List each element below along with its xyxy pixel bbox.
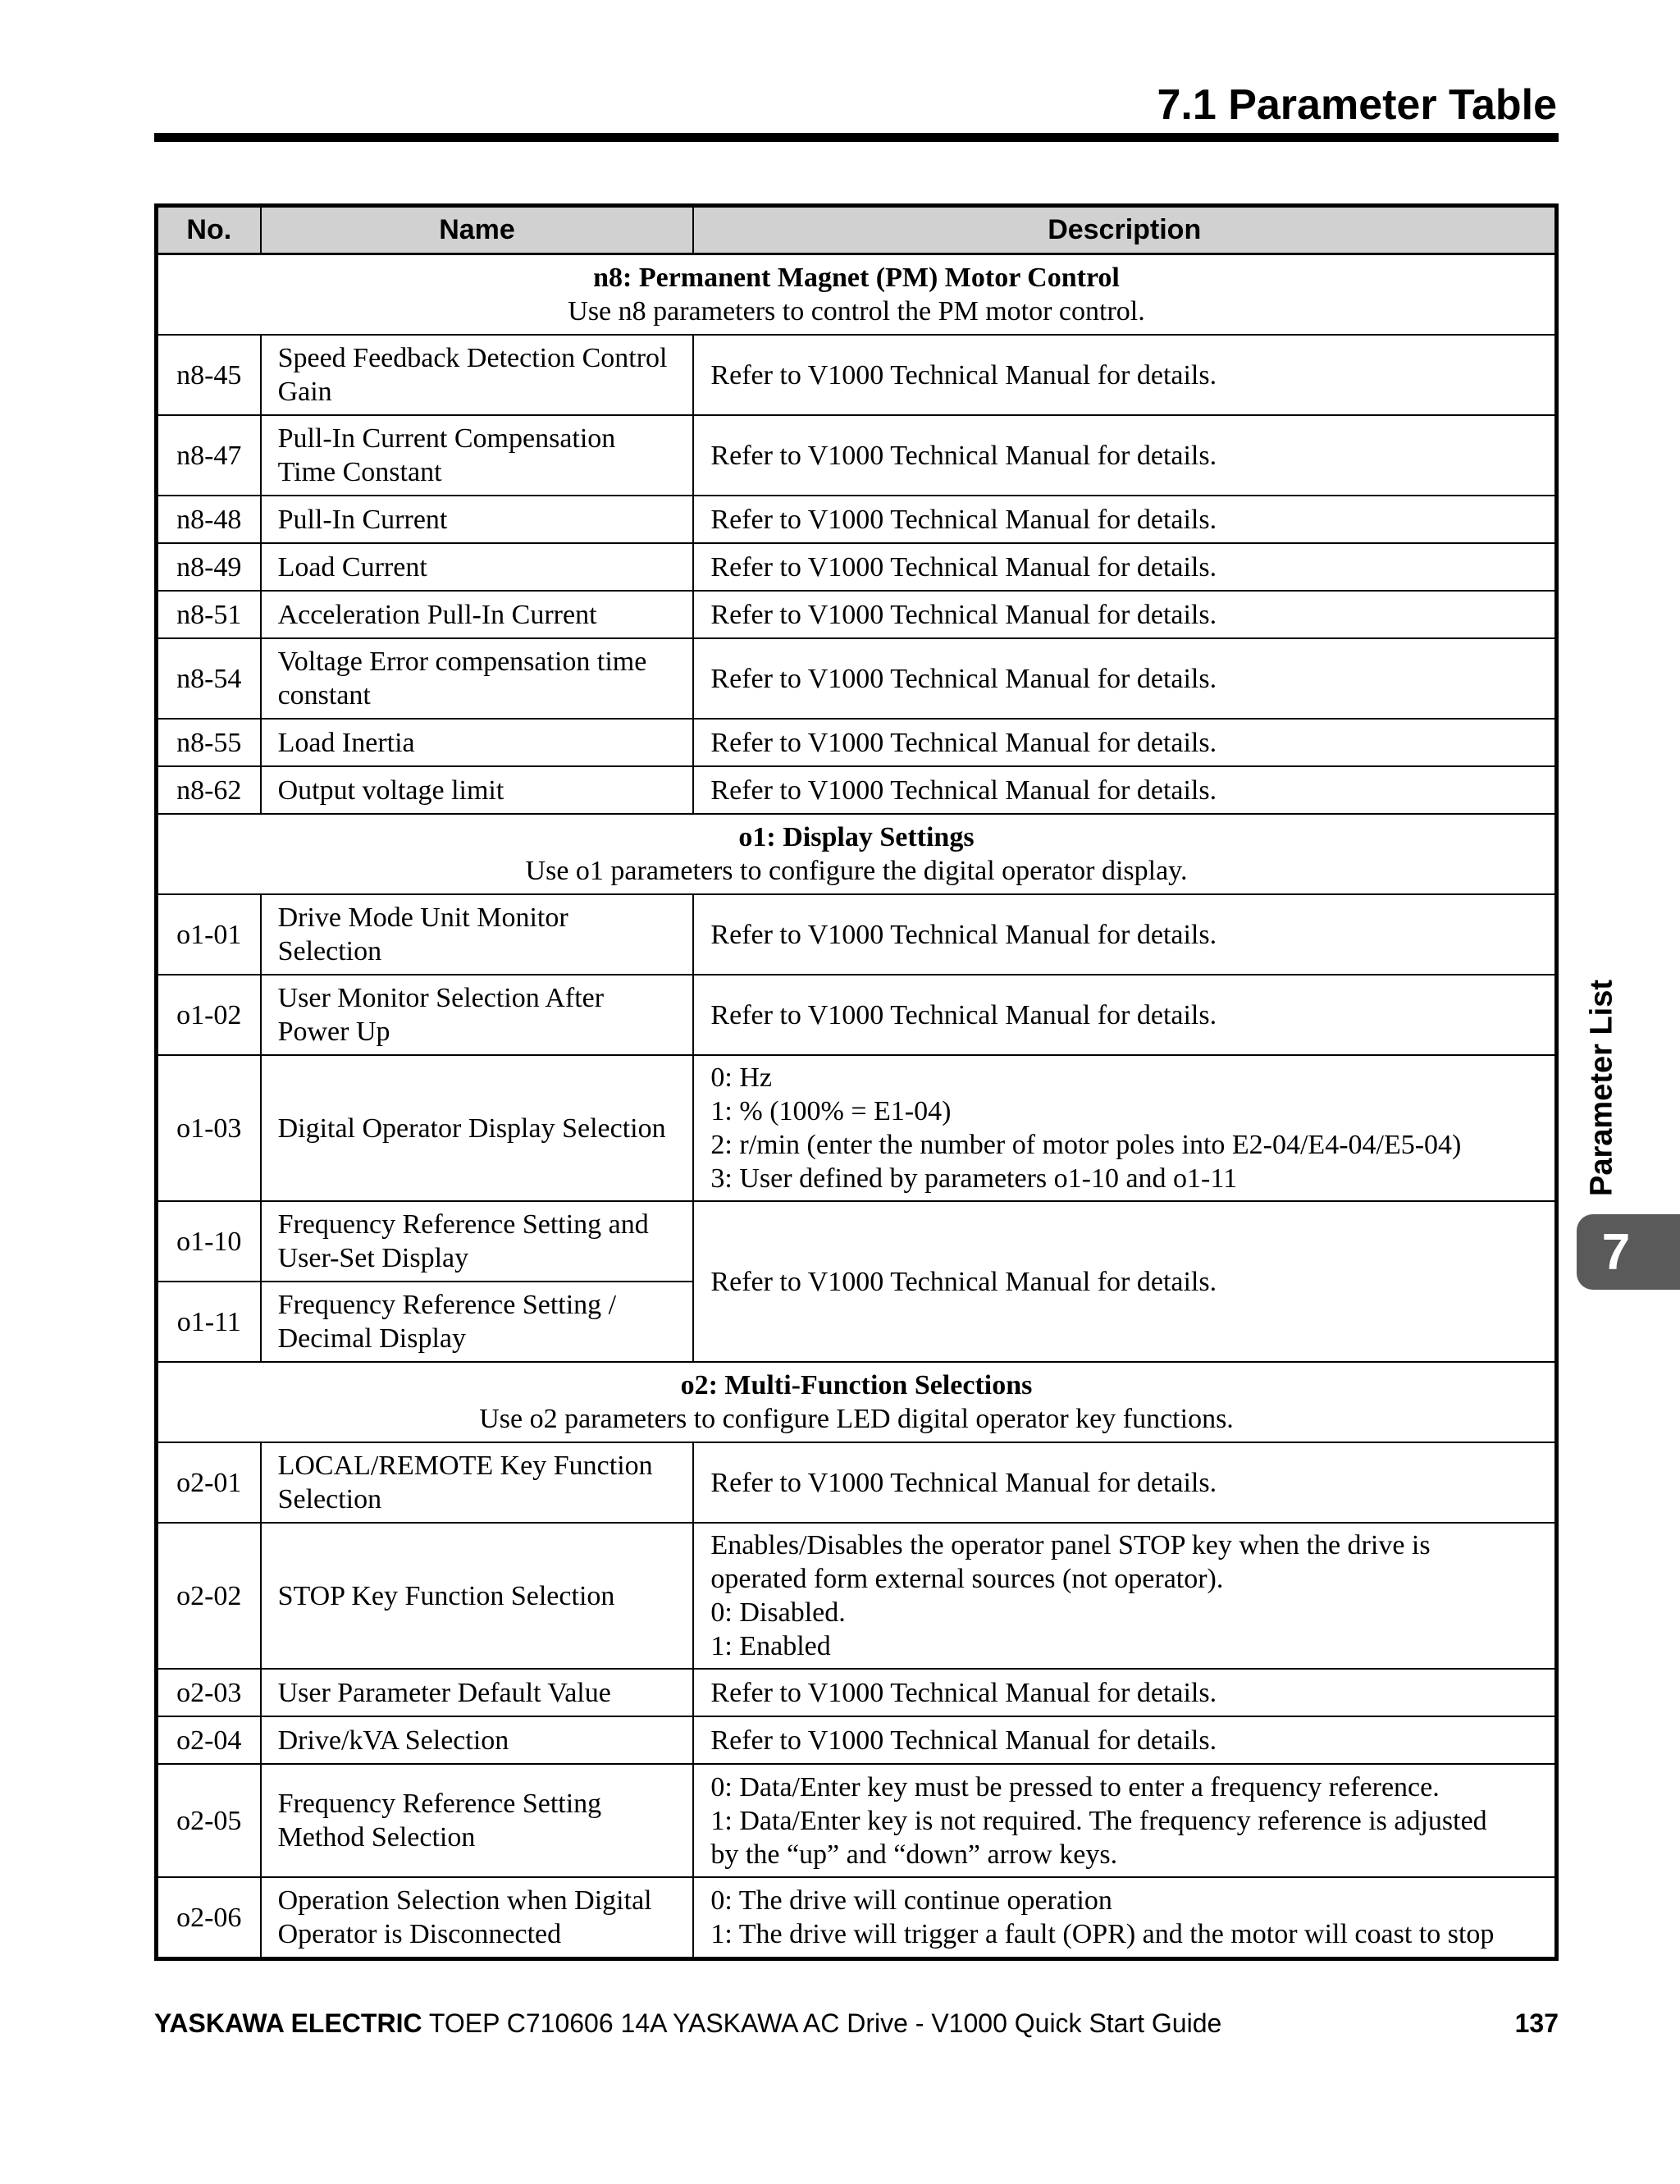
chapter-tab [1577, 1214, 1680, 1290]
footer-doc-title: TOEP C710606 14A YASKAWA AC Drive - V1000 Quick Start Guide [422, 2008, 1222, 2038]
section-text: Use n8 parameters to control the PM motor control. [568, 296, 1145, 327]
section-title: n8: Permanent Magnet (PM) Motor Control [593, 263, 1120, 293]
param-no: n8-45 [157, 335, 261, 415]
param-no: o2-03 [157, 1669, 261, 1716]
section-row-o1 [157, 814, 1557, 894]
column-header-description: Description [693, 206, 1556, 254]
param-no: n8-62 [157, 766, 261, 814]
page-header [154, 75, 1559, 142]
section-title: o1: Display Settings [738, 822, 975, 852]
param-no: o1-11 [157, 1282, 261, 1362]
footer-text [154, 2008, 1221, 2039]
param-no: o1-02 [157, 975, 261, 1055]
param-no: n8-47 [157, 415, 261, 496]
param-description: Refer to V1000 Technical Manual for details. [693, 1201, 1556, 1362]
table-row [157, 1523, 1557, 1669]
table-header-row [157, 206, 1557, 254]
param-name: Drive Mode Unit Monitor Selection [261, 894, 694, 975]
param-name: Frequency Reference Setting Method Selection [261, 1764, 694, 1877]
table-row [157, 1716, 1557, 1764]
table-row [157, 894, 1557, 975]
param-no: n8-49 [157, 543, 261, 591]
page-title: 7.1 Parameter Table [1157, 81, 1557, 129]
param-name: Pull-In Current [261, 496, 694, 543]
param-description: Refer to V1000 Technical Manual for details. [693, 1716, 1556, 1764]
param-name: Operation Selection when Digital Operator is Disconnected [261, 1877, 694, 1959]
param-name: Drive/kVA Selection [261, 1716, 694, 1764]
param-name: Speed Feedback Detection Control Gain [261, 335, 694, 415]
section-heading [157, 254, 1557, 336]
param-description: Refer to V1000 Technical Manual for details. [693, 415, 1556, 496]
param-description: Refer to V1000 Technical Manual for details. [693, 1669, 1556, 1716]
page-number: 137 [1514, 2008, 1559, 2038]
param-description: Enables/Disables the operator panel STOP key when the drive is operated form external sources (not operator). 0: Disabled. 1: Enabled [693, 1523, 1556, 1669]
table-row [157, 1669, 1557, 1716]
param-no: o2-02 [157, 1523, 261, 1669]
page-footer [154, 2008, 1559, 2049]
table-row [157, 975, 1557, 1055]
side-tab-label [1579, 979, 1625, 1197]
param-description: Refer to V1000 Technical Manual for details. [693, 975, 1556, 1055]
param-name: User Parameter Default Value [261, 1669, 694, 1716]
table-row [157, 1877, 1557, 1959]
param-description: 0: Hz 1: % (100% = E1-04) 2: r/min (enter the number of motor poles into E2-04/E4-04/E5-04) 3: User defined by parameters o1-10 and o1-11 [693, 1055, 1556, 1201]
param-description: 0: The drive will continue operation 1: The drive will trigger a fault (OPR) and the motor will coast to stop [693, 1877, 1556, 1959]
param-no: n8-51 [157, 591, 261, 638]
table-row [157, 1442, 1557, 1523]
param-description: Refer to V1000 Technical Manual for details. [693, 638, 1556, 719]
param-no: o2-04 [157, 1716, 261, 1764]
param-no: n8-54 [157, 638, 261, 719]
table-row [157, 638, 1557, 719]
table-row [157, 415, 1557, 496]
param-no: o1-10 [157, 1201, 261, 1282]
param-no: o1-01 [157, 894, 261, 975]
param-description: 0: Data/Enter key must be pressed to enter a frequency reference. 1: Data/Enter key is not required. The frequency reference is adjusted by the “up” and “down” arrow keys. [693, 1764, 1556, 1877]
param-description: Refer to V1000 Technical Manual for details. [693, 496, 1556, 543]
param-name: Frequency Reference Setting / Decimal Display [261, 1282, 694, 1362]
param-description: Refer to V1000 Technical Manual for details. [693, 543, 1556, 591]
param-name: Frequency Reference Setting and User-Set Display [261, 1201, 694, 1282]
param-description: Refer to V1000 Technical Manual for details. [693, 894, 1556, 975]
table-row [157, 496, 1557, 543]
param-name: Pull-In Current Compensation Time Constant [261, 415, 694, 496]
param-name: Voltage Error compensation time constant [261, 638, 694, 719]
param-name: Digital Operator Display Selection [261, 1055, 694, 1201]
section-heading [157, 814, 1557, 894]
table-row [157, 543, 1557, 591]
side-tab-label-text: Parameter List [1584, 979, 1619, 1197]
parameter-table [154, 203, 1559, 1961]
param-no: o2-01 [157, 1442, 261, 1523]
param-no: n8-48 [157, 496, 261, 543]
table-row [157, 1201, 1557, 1282]
table-row [157, 719, 1557, 766]
section-text: Use o1 parameters to configure the digital operator display. [525, 856, 1188, 886]
column-header-name: Name [261, 206, 694, 254]
table-row [157, 1764, 1557, 1877]
table-row [157, 335, 1557, 415]
param-no: n8-55 [157, 719, 261, 766]
table-row [157, 591, 1557, 638]
param-no: o1-03 [157, 1055, 261, 1201]
param-description: Refer to V1000 Technical Manual for details. [693, 766, 1556, 814]
param-name: Load Inertia [261, 719, 694, 766]
param-name: Output voltage limit [261, 766, 694, 814]
param-name: User Monitor Selection After Power Up [261, 975, 694, 1055]
section-row-o2 [157, 1362, 1557, 1442]
chapter-number: 7 [1601, 1223, 1631, 1281]
table-row [157, 766, 1557, 814]
param-name: STOP Key Function Selection [261, 1523, 694, 1669]
param-name: Acceleration Pull-In Current [261, 591, 694, 638]
table-row [157, 1055, 1557, 1201]
param-name: LOCAL/REMOTE Key Function Selection [261, 1442, 694, 1523]
param-description: Refer to V1000 Technical Manual for details. [693, 719, 1556, 766]
column-header-no: No. [157, 206, 261, 254]
param-no: o2-05 [157, 1764, 261, 1877]
footer-brand: YASKAWA ELECTRIC [154, 2008, 422, 2038]
param-description: Refer to V1000 Technical Manual for details. [693, 1442, 1556, 1523]
param-name: Load Current [261, 543, 694, 591]
param-no: o2-06 [157, 1877, 261, 1959]
section-row-n8 [157, 254, 1557, 336]
param-description: Refer to V1000 Technical Manual for details. [693, 335, 1556, 415]
section-heading [157, 1362, 1557, 1442]
section-title: o2: Multi-Function Selections [680, 1370, 1033, 1400]
section-text: Use o2 parameters to configure LED digital operator key functions. [479, 1404, 1234, 1434]
param-description: Refer to V1000 Technical Manual for details. [693, 591, 1556, 638]
